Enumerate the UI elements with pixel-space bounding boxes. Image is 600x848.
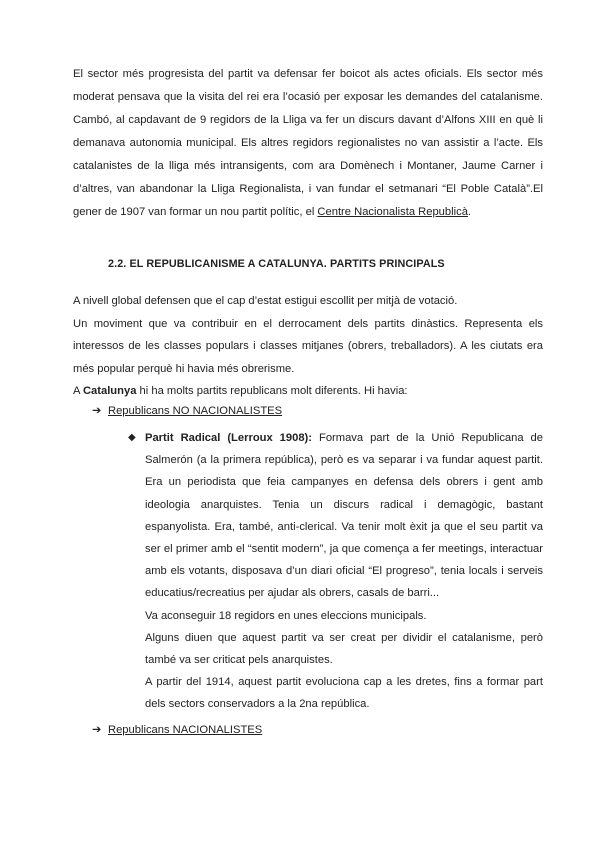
bullet-text: Formava part de la Unió Republicana de Salmerón (a la primera república), però es va separar i va fundar aquest partit. Era un periodista que feia campanyes en defensa dels obrers i gent amb ideologia anarquistes. Tenia un discurs radical i demagògic, bastant espanyolista. Era, també, anti-clerical. Va tenir molt èxit ja que el seu partit va ser el primer amb el “sentit modern”, ja que comença a fer meetings, interactuar amb els votants, disposava d’un diari oficial “El progreso”, tenia locals i serveis educatius/recreatius per ajudar als obrers, casals de barri... (145, 432, 543, 600)
list-item-no-nacionalistes (92, 404, 282, 417)
diamond-bullet-icon: ◆ (128, 432, 136, 443)
section-heading: 2.2. EL REPUBLICANISME A CATALUNYA. PARTITS PRINCIPALS (108, 258, 445, 270)
section-paragraph-3: A Catalunya hi ha molts partits republicans molt diferents. Hi havia: (73, 385, 408, 397)
intro-text: El sector més progresista del partit va defensar fer boicot als actes oficials. Els sector més moderat pensava que la visita del rei era l’ocasió per exposar les demandes del catalanisme. Cambó, al capdavant de 9 regidors de la Lliga va fer un discurs davant d’Alfons XIII en què li demanava autonomia municipal. Els altres regidors regionalistes no van assistir a l’acte. Els catalanistes de la lliga més intransigents, com ara Domènech i Montaner, Jaume Carner i d’altres, van abandonar la Lliga Regionalista, i van fundar el setmanari “El Poble Català”.El gener de 1907 van formar un nou partit polític, el (73, 68, 543, 218)
section-paragraph-2: Un moviment que va contribuir en el derrocament dels partits dinàstics. Representa els interessos de les classes populars i classes mitjanes (obrers, treballadors). A les ciutats era més popular perquè hi havia més obrerisme. (73, 317, 543, 375)
centre-nacionalista-link: Centre Nacionalista Republicà (317, 206, 468, 218)
bullet-paragraph-3: Alguns diuen que aquest partit va ser creat per dividir el catalanisme, però també va ser criticat pels anarquistes. (145, 631, 543, 667)
list-item-label: Republicans NACIONALISTES (108, 724, 263, 736)
bullet-body (145, 427, 543, 716)
intro-text-end: . (467, 206, 472, 218)
intro-paragraph (73, 63, 543, 224)
arrow-icon: ➔ (92, 724, 102, 736)
arrow-icon: ➔ (92, 405, 102, 417)
section-body (73, 290, 543, 403)
list-item-label: Republicans NO NACIONALISTES (108, 405, 283, 417)
partit-radical-bullet (128, 427, 543, 716)
bullet-paragraph-2: Va aconseguir 18 regidors en unes eleccions municipals. (145, 609, 427, 622)
bullet-paragraph-4: A partir del 1914, aquest partit evoluciona cap a les dretes, fins a formar part dels sectors conservadors a la 2na república. (145, 676, 543, 711)
catalunya-bold: Catalunya (82, 385, 137, 397)
bullet-title: Partit Radical (Lerroux 1908): (145, 432, 313, 444)
list-item-nacionalistes (92, 723, 262, 736)
section-paragraph-1: A nivell global defensen que el cap d’estat estigui escollit per mitjà de votació. (73, 295, 458, 307)
